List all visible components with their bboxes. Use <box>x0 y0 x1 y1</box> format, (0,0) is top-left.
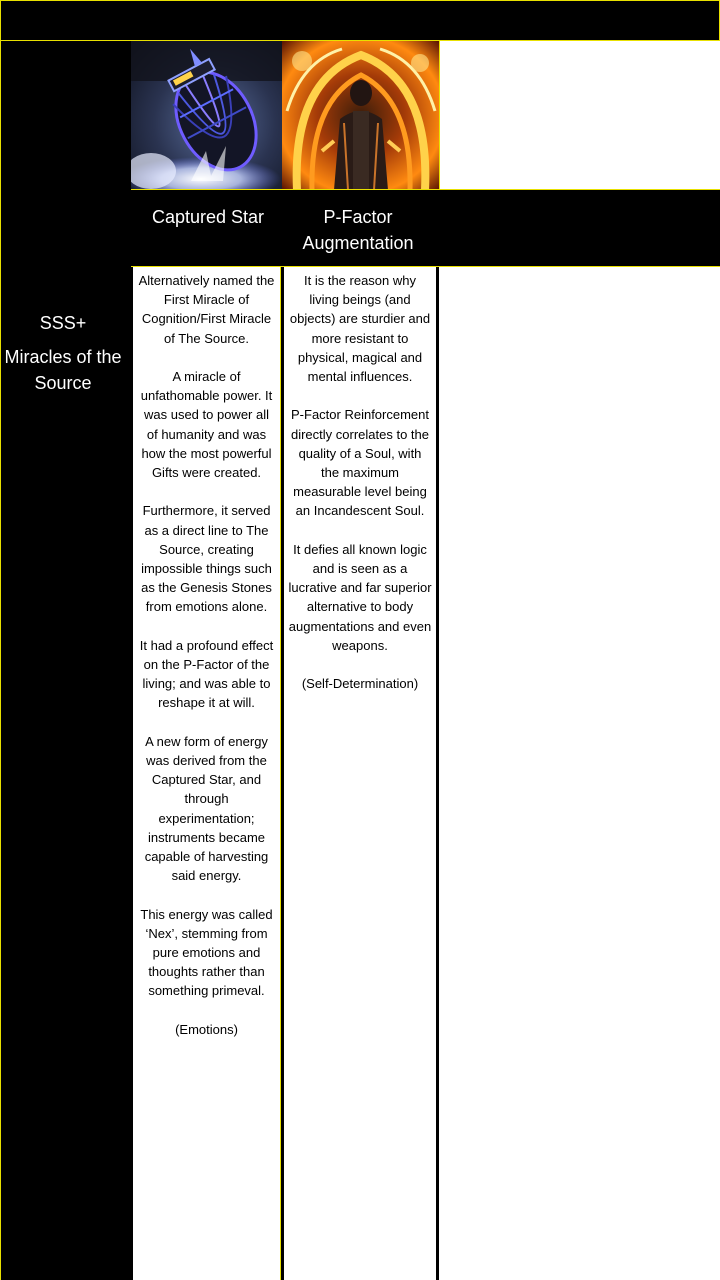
p-factor-description <box>281 267 439 1280</box>
captured-star-title: Captured Star <box>151 207 265 227</box>
desc-paragraph: P-Factor Reinforcement directly correlates to the quality of a Soul, with the maximum measurable level being an Incandescent Soul. <box>290 407 429 519</box>
desc-paragraph: A miracle of unfathomable power. It was used to power all of humanity and was how the most powerful Gifts were created. <box>140 369 273 481</box>
desc-attribute: (Emotions) <box>175 1021 238 1037</box>
captured-star-image <box>131 40 283 189</box>
desc-attribute: (Self-Determination) <box>301 676 419 692</box>
tier-column <box>0 40 131 1280</box>
desc-paragraph: It had a profound effect on the P-Factor of the living; and was able to reshape it at will. <box>139 637 274 711</box>
desc-paragraph: A new form of energy was derived from the Captured Star, and through experimentation; instruments became capable of harvesting said energy. <box>144 733 269 884</box>
desc-paragraph: Furthermore, it served as a direct line to The Source, creating impossible things such as the Genesis Stones from emotions alone. <box>141 503 272 615</box>
desc-paragraph: It defies all known logic and is seen as a lucrative and far superior alternative to body augmentations and even weapons. <box>288 541 432 653</box>
p-factor-title: P-Factor Augmentation <box>302 207 414 253</box>
desc-paragraph: Alternatively named the First Miracle of Cognition/First Miracle of The Source. <box>138 273 275 346</box>
p-factor-image <box>282 40 440 189</box>
tier-title: Miracles of the Source <box>4 347 122 393</box>
tier-label <box>0 310 126 396</box>
desc-paragraph: It is the reason why living beings (and objects) are sturdier and more resistant to physical, magical and mental influences. <box>289 273 431 385</box>
captured-star-cage-image <box>131 41 283 189</box>
captured-star-description <box>131 267 281 1280</box>
top-header-bar <box>0 0 720 41</box>
desc-paragraph: This energy was called ‘Nex’, stemming from pure emotions and thoughts rather than something primeval. <box>140 906 273 999</box>
tier-rank: SSS+ <box>39 313 87 333</box>
p-factor-figure-flames-image <box>282 41 440 189</box>
